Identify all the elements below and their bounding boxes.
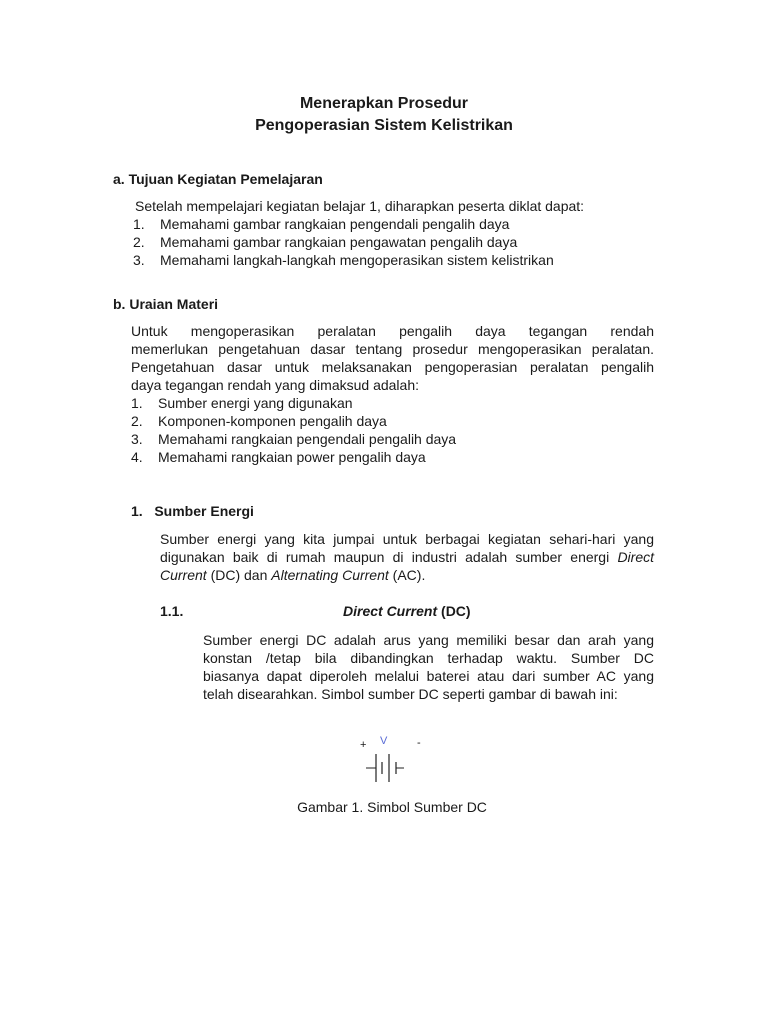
figure-caption: Gambar 1. Simbol Sumber DC bbox=[297, 799, 487, 815]
list-item: 4. Memahami rangkaian power pengalih daya bbox=[131, 449, 426, 465]
paragraph-line: Sumber energi DC adalah arus yang memiliki besar dan arah yang bbox=[203, 632, 654, 648]
paragraph-line: Sumber energi yang kita jumpai untuk berbagai kegiatan sehari-hari yang bbox=[160, 531, 654, 547]
section-b-list bbox=[131, 394, 456, 466]
section-b-paragraph bbox=[131, 322, 654, 394]
document-title-line2: Pengoperasian Sistem Kelistrikan bbox=[255, 117, 513, 134]
section-1-1-paragraph bbox=[203, 631, 654, 703]
list-item: 3. Memahami langkah-langkah mengoperasikan sistem kelistrikan bbox=[133, 252, 554, 268]
section-1-1-number: 1.1. bbox=[160, 603, 184, 619]
paragraph-line: daya tegangan rendah yang dimaksud adalah: bbox=[131, 377, 419, 393]
list-item: 2. Komponen-komponen pengalih daya bbox=[131, 413, 387, 429]
minus-label: - bbox=[417, 737, 421, 749]
document-title-line1: Menerapkan Prosedur bbox=[299, 95, 469, 112]
plus-label: + bbox=[360, 739, 367, 751]
list-item: 2. Memahami gambar rangkaian pengawatan pengalih daya bbox=[133, 234, 518, 250]
paragraph-line: Current (DC) dan Alternating Current (AC). bbox=[160, 567, 426, 583]
paragraph-line: Pengetahuan dasar untuk melaksanakan pengoperasian peralatan pengalih bbox=[131, 359, 654, 375]
list-item: 1. Memahami gambar rangkaian pengendali pengalih daya bbox=[133, 216, 510, 232]
section-a-list bbox=[133, 215, 554, 269]
section-a-intro: Setelah mempelajari kegiatan belajar 1, diharapkan peserta diklat dapat: bbox=[135, 198, 585, 214]
paragraph-line: digunakan baik di rumah maupun di industri adalah sumber energi Direct bbox=[160, 549, 654, 565]
paragraph-line: Untuk mengoperasikan peralatan pengalih daya tegangan rendah bbox=[131, 323, 654, 339]
paragraph-line: biasanya dapat diperoleh melalui baterei atau dari sumber AC yang bbox=[203, 668, 654, 684]
dc-source-symbol-icon bbox=[360, 748, 410, 784]
section-1-paragraph bbox=[160, 530, 654, 584]
section-b-heading: b. Uraian Materi bbox=[113, 296, 219, 312]
list-item: 1. Sumber energi yang digunakan bbox=[131, 395, 353, 411]
paragraph-line: memerlukan pengetahuan dasar tentang prosedur mengoperasikan peralatan. bbox=[131, 341, 654, 357]
paragraph-line: konstan /tetap bila dibandingkan terhadap waktu. Sumber DC bbox=[203, 650, 654, 666]
section-1-1-heading: Direct Current (DC) bbox=[343, 603, 471, 619]
section-a-heading: a. Tujuan Kegiatan Pemelajaran bbox=[113, 171, 323, 187]
voltage-label: V bbox=[380, 735, 388, 747]
list-item: 3. Memahami rangkaian pengendali pengalih daya bbox=[131, 431, 457, 447]
paragraph-line: telah disearahkan. Simbol sumber DC seperti gambar di bawah ini: bbox=[203, 686, 618, 702]
section-1-heading: 1. Sumber Energi bbox=[131, 503, 254, 519]
